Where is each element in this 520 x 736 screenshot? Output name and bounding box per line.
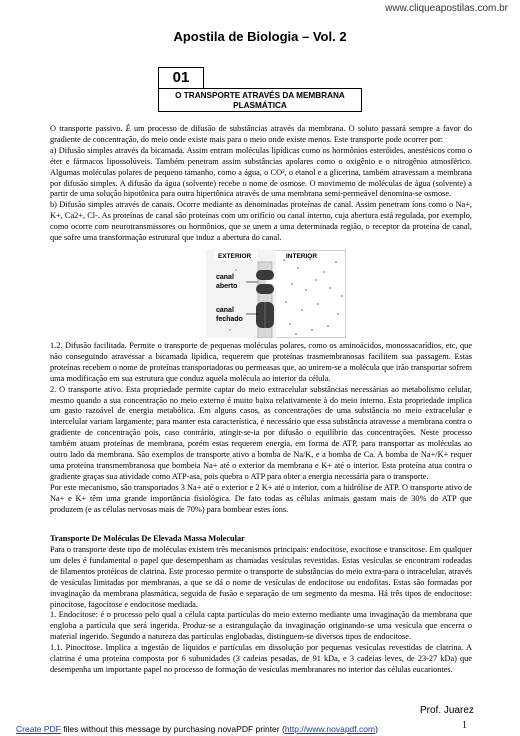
page-number: 1	[462, 720, 467, 731]
paragraph: 1. Endocitose: é o processo pelo qual a célula capta partículas do meio externo mediante uma invaginação da membrana que engloba a partícula que será ingerida. Produz-se a estrangulação da invaginação originando-se uma vesícula que encerra o material ingerido. Segundo a natureza das partículas englobadas, distinguem-se diversos tipos de endocitose.	[50, 610, 472, 642]
author-signature: Prof. Juarez	[420, 705, 474, 716]
exterior-label: EXTERIOR	[218, 253, 252, 260]
paragraph: Por este mecanismo, são transportados 3 Na+ até o exterior e 2 K+ até o interior, com a hidrólise de ATP. O transporte ativo de Na+ e K+ têm uma grande importância fisiológica. De fato todas as células animais gastam mais de 30% do ATP que produzem (e as células nervosas mais de 70%) para bombear estes íons.	[50, 482, 472, 514]
open-channel-label-line1: canal	[216, 274, 234, 281]
paragraph: Para o transporte deste tipo de moléculas existem três mecanismos principais: endocitose, exocitose e transcitose. Em qualquer um deles é fundamental o papel que desempenham as chamadas vesículas revestidas. Estas vesículas se encontram rodeadas de filamentos protéicos de clatrina. Este processo permite o transporte de substâncias do meio extra-para o intracelular, através de vesículas limitadas por membranas, a que se dá o nome de vesículas de endocitose ou endofitas. Estas são formadas por invaginação da membrana plasmática, seguida de fusão e separação de um segmento da mesma. Há três tipos de endocitose: pinocitose, fagocitose e endocitose mediada.	[50, 545, 472, 609]
document-title: Apostila de Biologia – Vol. 2	[173, 29, 347, 44]
paragraph: 1.1. Pinocitose. Implica a ingestão de líquidos e partículas em dissolução por pequenas vesículas revestidas de clatrina. A clatrina é uma proteína composta por 6 subunidades (3 cadeias pesadas, de 91 kDa, e 3 cadeias leves, de 23-27 kDa) que desempenha um importante papel no processo de formação de vesículas membranares no interior das células eucariontes.	[50, 643, 472, 674]
create-pdf-link[interactable]: Create PDF	[16, 724, 61, 734]
text-block-2	[50, 341, 472, 516]
novapdf-link[interactable]: http://www.novapdf.com	[284, 724, 376, 734]
paragraph: O transporte passivo. É um processo de difusão de substâncias através da membrana. O soluto passará sempre a favor do gradiente de concentração, do meio onde existe mais para o meio onde existe menos. Este transporte pode ocorrer por:	[50, 124, 472, 144]
membrane-channel-illustration	[206, 250, 346, 338]
chapter-number: 01	[158, 67, 204, 89]
section-title: O TRANSPORTE ATRAVÉS DA MEMBRANA PLASMÁTICA	[158, 88, 362, 112]
paragraph: b) Difusão simples através de canais. Ocorre mediante as denominadas proteínas de canal. Assim penetram íons como o Na+, K+, Ca2+, Cl-. As proteínas de canal são proteínas com um orifício ou canal interno, cuja abertura está regulada, por exemplo, como ocorre com neurotransmissores ou hormônios, que se unem a uma determinada região, o receptor da proteína de canal, que sofre uma transformação estrutural que induz a abertura do canal.	[50, 200, 472, 243]
paragraph: a) Difusão simples através da bicamada. Assim entram moléculas lipídicas como os hormônios esteróides, anestésicos como o éter e fármacos lipossolúveis. Também penetram assim substâncias apolares como o oxigênio e o nitrogênio atmosférico. Algumas moléculas polares de pequeno tamanho, como a água, o CO², o etanol e a glicerina, também atravessam a membrana por difusão simples. A difusão da água (solvente) recebe o nome de osmose. O movimento de moléculas de água (solvente) a partir de uma solução hipotônica para outra hipertônica através de uma membrana semi-permeável denomina-se osmose.	[50, 145, 472, 199]
footer-text-end: )	[375, 724, 378, 734]
subheading: Transporte De Moléculas De Elevada Massa Molecular	[50, 534, 245, 543]
open-channel-label-line2: aberto	[216, 283, 238, 290]
site-url: www.cliqueapostilas.com.br	[385, 3, 508, 14]
membrane-channel-figure	[206, 250, 346, 338]
closed-channel-label-line1: canal	[216, 307, 234, 314]
text-block-1	[50, 124, 472, 244]
paragraph: 2. O transporte ativo. Esta propriedade permite captar do meio extracelular substâncias necessárias ao metabolismo celular, mesmo quando a sua concentração no meio externo é muito baixa relativamente à do meio interno. Esta propriedade implica um gasto razoável de energia metabólica. Em alguns casos, as concentrações de uma substância no meio extracelular e intercelular variam largamente; para manter esta característica, é necessário que essa substância atravesse a membrana contra o gradiente de concentração pois, caso contrário, atingir-se-ia por difusão o equilíbrio das concentrações. Neste processo também atuam proteínas de membrana, porém estas requerem energia, em forma de ATP, para transportar as moléculas ao outro lado da membrana. São exemplos de transporte ativo a bomba de Na/K, e a bomba de Ca. A bomba de Na+/K+ requer uma proteína transmembranosa que bombeia Na+ até o exterior da membrana e K+ até o interior. Esta proteína atua contra o gradiente graças sua atividade como ATP-asa, pois quebra o ATP para obter a energia necessária para o transporte.	[50, 384, 472, 481]
footer-text: files without this message by purchasing novaPDF printer (	[60, 724, 285, 734]
text-block-3	[50, 545, 472, 676]
interior-label: INTERIOR	[286, 253, 318, 260]
closed-channel-label-line2: fechado	[216, 316, 243, 323]
pdf-footer	[16, 724, 378, 734]
closed-channel-protein	[256, 302, 274, 328]
paragraph: 1.2. Difusão facilitada. Permite o transporte de pequenas moléculas polares, como os aminoácidos, monossacarídios, etc, que não conseguindo atravessar a bicamada lipídica, requerem que proteínas trasmembranosas facilitem sua passagem. Estas proteínas recebem o nome de proteínas transportadoras ou permeasas que, ao unirem-se a molécula que irão transportar sofrem uma modificação em sua estrutura que conduz aquela molécula ao interior da célula.	[50, 341, 472, 383]
